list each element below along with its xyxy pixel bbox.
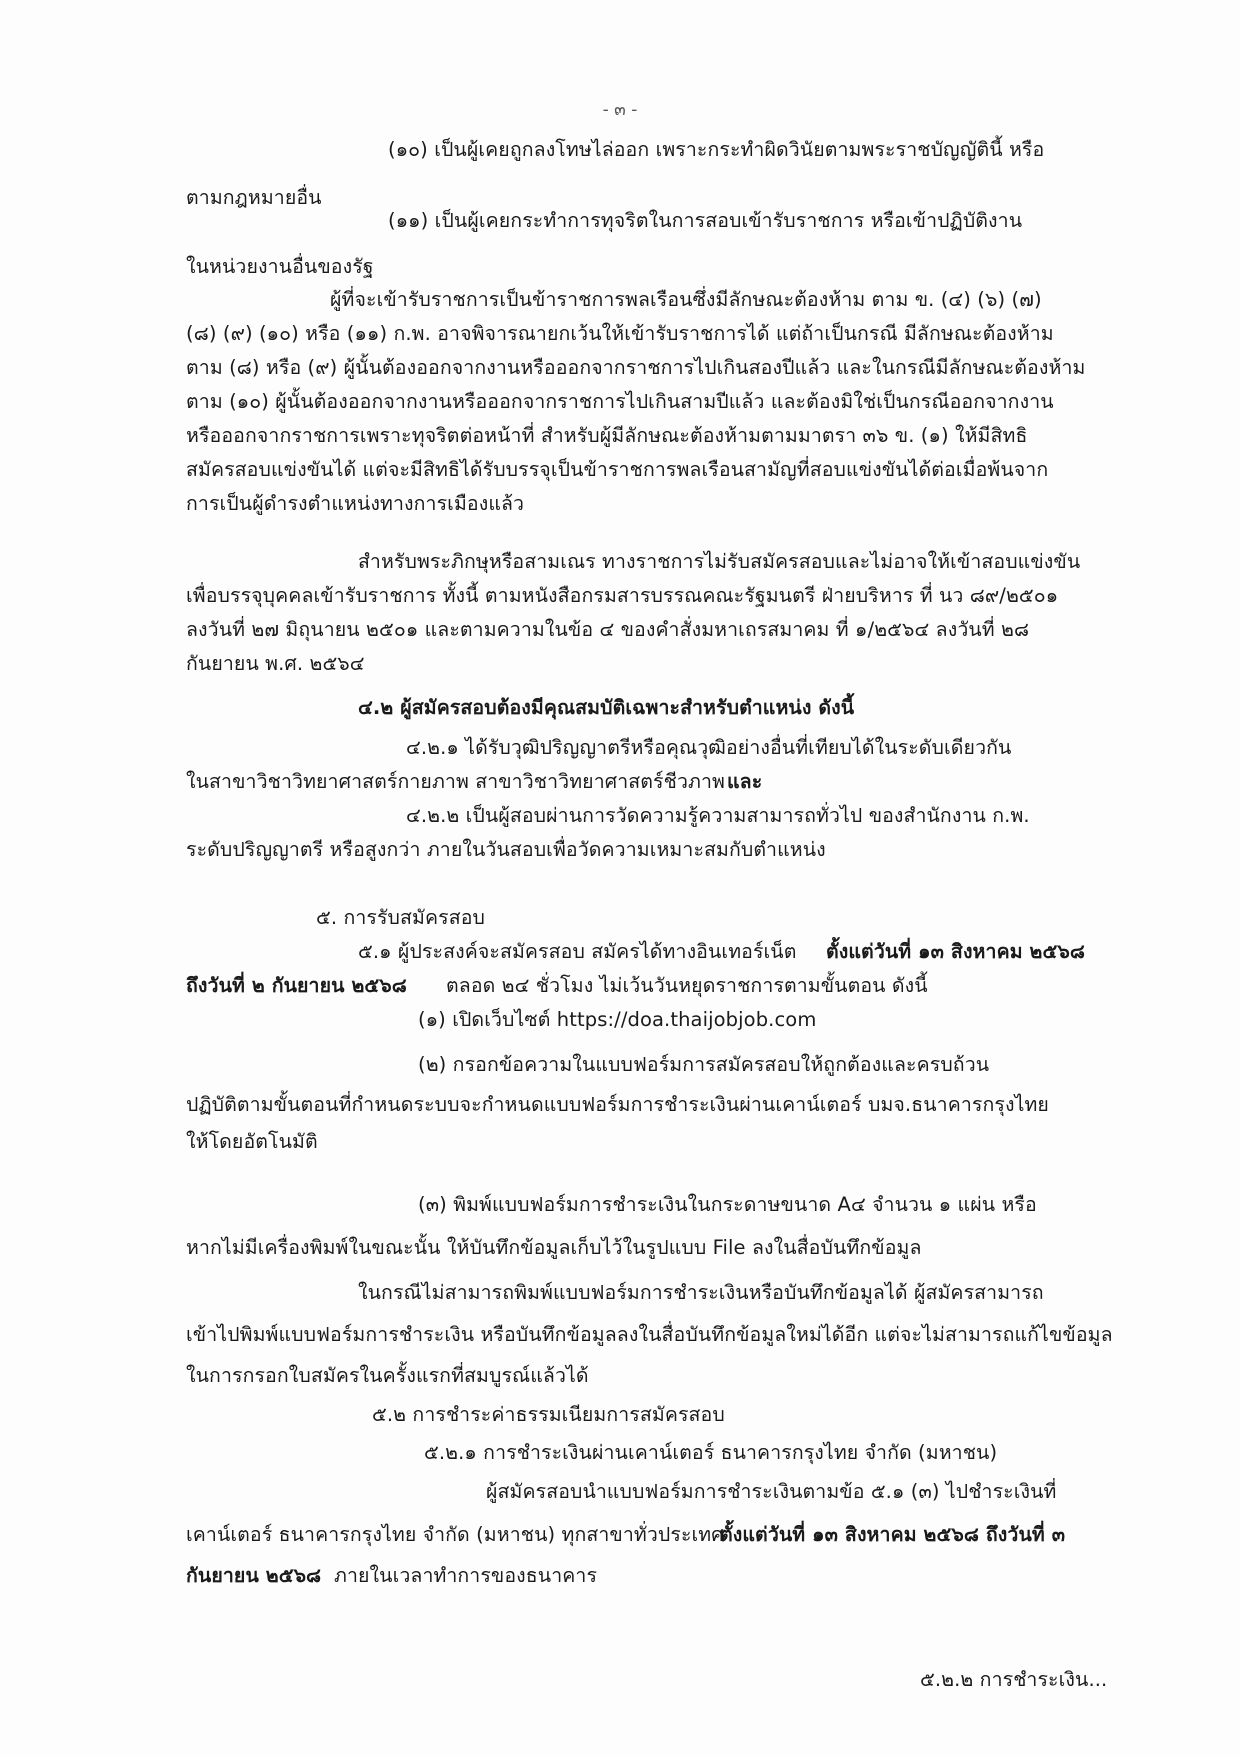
continuation-text: ๕.๒.๒ การชำระเงิน...	[920, 1668, 1108, 1691]
section-heading: ๕. การรับสมัครสอบ	[316, 906, 486, 929]
text-line: ๔.๒.๒ เป็นผู้สอบผ่านการวัดความรู้ความสามารถทั่วไป ของสำนักงาน ก.พ.	[406, 804, 1030, 827]
text-line: (๑๑) เป็นผู้เคยกระทำการทุจริตในการสอบเข้ารับราชการ หรือเข้าปฏิบัติงาน	[388, 209, 1023, 232]
text-line: ๔.๒.๑ ได้รับวุฒิปริญญาตรีหรือคุณวุฒิอย่างอื่นที่เทียบได้ในระดับเดียวกัน	[406, 736, 1012, 759]
section-heading: ๔.๒ ผู้สมัครสอบต้องมีคุณสมบัติเฉพาะสำหรับตำแหน่ง ดังนี้	[358, 696, 855, 719]
text-line: สมัครสอบแข่งขันได้ แต่จะมีสิทธิได้รับบรรจุเป็นข้าราชการพลเรือนสามัญที่สอบแข่งขันได้ต่อเมื่อพ้นจาก	[186, 458, 1049, 481]
text-line: เคาน์เตอร์ ธนาคารกรุงไทย จำกัด (มหาชน) ทุกสาขาทั่วประเทศ	[186, 1523, 724, 1546]
text-line-bold: และ	[727, 770, 763, 793]
text-line: ตามกฎหมายอื่น	[186, 186, 322, 209]
text-line: (๘) (๙) (๑๐) หรือ (๑๑) ก.พ. อาจพิจารณายกเว้นให้เข้ารับราชการได้ แต่ถ้าเป็นกรณี มีลักษณะต้องห้าม	[186, 322, 1054, 345]
text-line: ปฏิบัติตามขั้นตอนที่กำหนดระบบจะกำหนดแบบฟอร์มการชำระเงินผ่านเคาน์เตอร์ บมจ.ธนาคารกรุงไทย	[186, 1093, 1049, 1116]
text-line: ในกรณีไม่สามารถพิมพ์แบบฟอร์มการชำระเงินหรือบันทึกข้อมูลได้ ผู้สมัครสามารถ	[358, 1281, 1044, 1304]
text-line: กันยายน พ.ศ. ๒๕๖๔	[186, 652, 365, 675]
text-line: ๕.๒.๑ การชำระเงินผ่านเคาน์เตอร์ ธนาคารกรุงไทย จำกัด (มหาชน)	[424, 1441, 998, 1464]
text-line: ลงวันที่ ๒๗ มิถุนายน ๒๕๐๑ และตามความในข้อ ๔ ของคำสั่งมหาเถรสมาคม ที่ ๑/๒๕๖๔ ลงวันที่ ๒๘	[186, 618, 1030, 641]
text-line: ผู้ที่จะเข้ารับราชการเป็นข้าราชการพลเรือนซึ่งมีลักษณะต้องห้าม ตาม ข. (๔) (๖) (๗)	[330, 288, 1042, 311]
text-line-bold: ตั้งแต่วันที่ ๑๓ สิงหาคม ๒๕๖๘	[826, 940, 1085, 963]
text-line: เพื่อบรรจุบุคคลเข้ารับราชการ ทั้งนี้ ตามหนังสือกรมสารบรรณคณะรัฐมนตรี ฝ่ายบริหาร ที่ นว ๘๙/๒๕๐๑	[186, 584, 1059, 607]
text-line: ในสาขาวิชาวิทยาศาสตร์กายภาพ สาขาวิชาวิทยาศาสตร์ชีวภาพ	[186, 770, 725, 793]
text-line: การเป็นผู้ดำรงตำแหน่งทางการเมืองแล้ว	[186, 492, 525, 515]
text-line: หากไม่มีเครื่องพิมพ์ในขณะนั้น ให้บันทึกข้อมูลเก็บไว้ในรูปแบบ File ลงในสื่อบันทึกข้อมูล	[186, 1236, 922, 1259]
section-heading: ๕.๒ การชำระค่าธรรมเนียมการสมัครสอบ	[372, 1403, 725, 1426]
text-line-bold: ถึงวันที่ ๒ กันยายน ๒๕๖๘	[186, 974, 407, 997]
text-line: ตาม (๑๐) ผู้นั้นต้องออกจากงานหรือออกจากราชการไปเกินสามปีแล้ว และต้องมิใช่เป็นกรณีออกจากงาน	[186, 390, 1054, 413]
text-line: (๒) กรอกข้อความในแบบฟอร์มการสมัครสอบให้ถูกต้องและครบถ้วน	[418, 1053, 990, 1076]
text-line: ในหน่วยงานอื่นของรัฐ	[186, 255, 374, 278]
text-line-bold: กันยายน ๒๕๖๘	[186, 1564, 322, 1587]
text-line: (๑) เปิดเว็บไซต์ https://doa.thaijobjob.com	[418, 1008, 817, 1031]
text-line: (๑๐) เป็นผู้เคยถูกลงโทษไล่ออก เพราะกระทำผิดวินัยตามพระราชบัญญัตินี้ หรือ	[388, 138, 1045, 161]
text-line: ผู้สมัครสอบนำแบบฟอร์มการชำระเงินตามข้อ ๕.๑ (๓) ไปชำระเงินที่	[486, 1480, 1057, 1503]
text-line: สำหรับพระภิกษุหรือสามเณร ทางราชการไม่รับสมัครสอบและไม่อาจให้เข้าสอบแข่งขัน	[358, 550, 1081, 573]
text-line-bold: ตั้งแต่วันที่ ๑๓ สิงหาคม ๒๕๖๘ ถึงวันที่ ๓	[720, 1523, 1066, 1546]
text-line: ภายในเวลาทำการของธนาคาร	[334, 1564, 598, 1587]
text-line: ตลอด ๒๔ ชั่วโมง ไม่เว้นวันหยุดราชการตามขั้นตอน ดังนี้	[446, 974, 928, 997]
page-number: - ๓ -	[602, 100, 638, 120]
text-line: เข้าไปพิมพ์แบบฟอร์มการชำระเงิน หรือบันทึกข้อมูลลงในสื่อบันทึกข้อมูลใหม่ได้อีก แต่จะไม่สามารถแก้ไขข้อมูล	[186, 1323, 1113, 1346]
text-line: ๕.๑ ผู้ประสงค์จะสมัครสอบ สมัครได้ทางอินเทอร์เน็ต	[358, 940, 797, 963]
text-line: ในการกรอกใบสมัครในครั้งแรกที่สมบูรณ์แล้วได้	[186, 1364, 589, 1387]
text-line: ให้โดยอัตโนมัติ	[186, 1130, 318, 1153]
text-line: ระดับปริญญาตรี หรือสูงกว่า ภายในวันสอบเพื่อวัดความเหมาะสมกับตำแหน่ง	[186, 838, 826, 861]
text-line: (๓) พิมพ์แบบฟอร์มการชำระเงินในกระดาษขนาด A๔ จำนวน ๑ แผ่น หรือ	[418, 1193, 1037, 1216]
text-line: ตาม (๘) หรือ (๙) ผู้นั้นต้องออกจากงานหรือออกจากราชการไปเกินสองปีแล้ว และในกรณีมีลักษณะต้องห้าม	[186, 356, 1086, 379]
text-line: หรือออกจากราชการเพราะทุจริตต่อหน้าที่ สำหรับผู้มีลักษณะต้องห้ามตามมาตรา ๓๖ ข. (๑) ให้มีสิทธิ	[186, 424, 1028, 447]
